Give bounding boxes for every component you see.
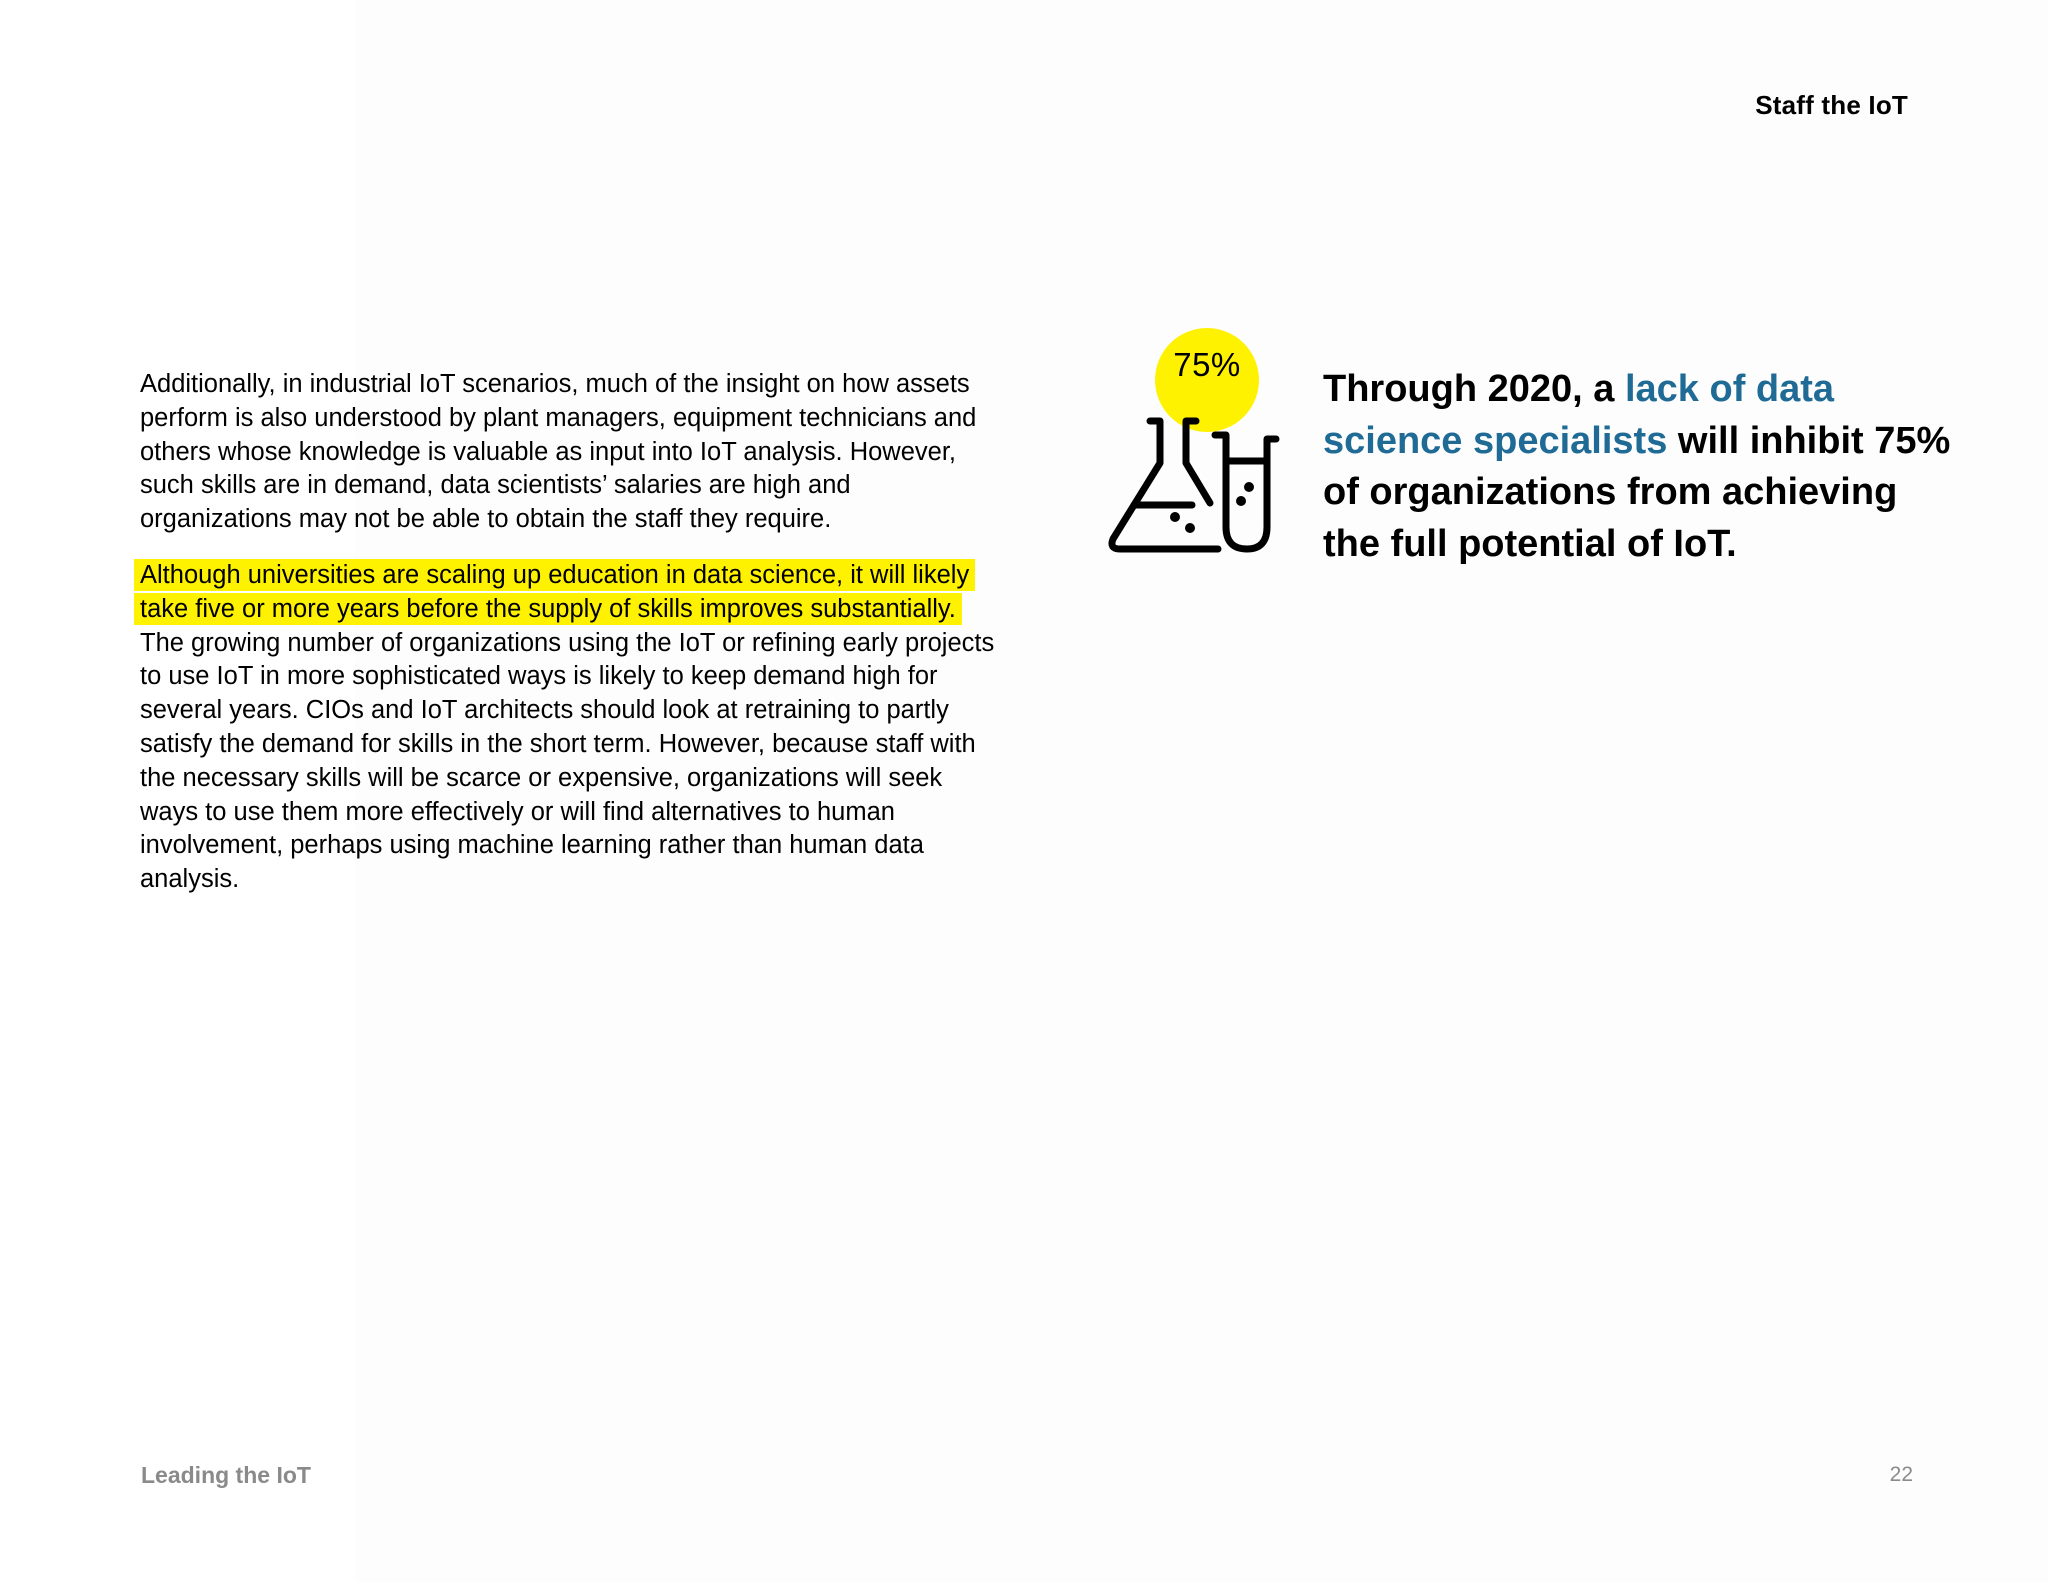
badge-value: 75% xyxy=(1173,346,1241,383)
paragraph-1: Additionally, in industrial IoT scenarios, much of the insight on how assets perform is also understood by plant managers, equipment technicians and others whose knowledge is valuable as input into IoT analysis. However, such skills are in demand, data scientists’ salaries are high and organizations may not be able to obtain the staff they require. xyxy=(140,370,977,534)
stat-statement xyxy=(1323,364,1963,570)
stat-graphic xyxy=(1100,325,1290,570)
paragraph-2-text: The growing number of organizations using the IoT or refining early projects to use IoT in more sophisticated ways is likely to keep demand high for several years. CIOs and IoT architects should look at retraining to partly satisfy the demand for skills in the short term. However, because staff with the necessary skills will be scarce or expensive, organizations will seek ways to use them more effectively or will find alternatives to human involvement, perhaps using machine learning rather than human data analysis. xyxy=(140,628,995,894)
section-title: Staff the IoT xyxy=(1755,90,1908,120)
highlighted-text: Although universities are scaling up education in data science, it will likely take five or more years before the supply of skills improves substantially. xyxy=(134,559,975,625)
page-number: 22 xyxy=(1889,1463,1913,1486)
stat-text-accent: lack of data science specialists xyxy=(1323,368,1835,462)
publication-title: Leading the IoT xyxy=(141,1462,311,1488)
paragraph-2 xyxy=(140,559,1000,897)
stat-text-end: will inhibit 75% of organizations from achieving the full potential of IoT. xyxy=(1323,419,1951,565)
lab-flask-icon xyxy=(1100,415,1290,565)
stat-text-start: Through 2020, a xyxy=(1323,368,1625,410)
body-text xyxy=(140,368,1000,919)
